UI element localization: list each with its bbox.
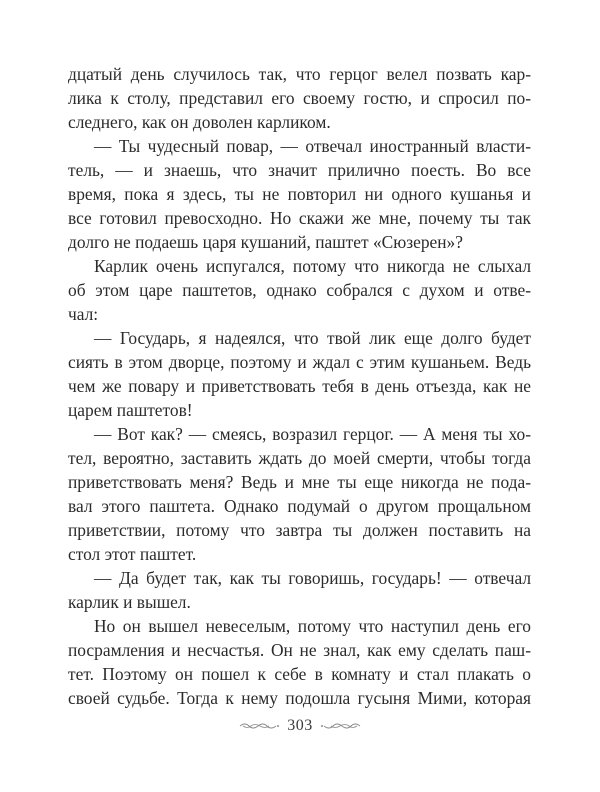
text-line: чал: xyxy=(68,304,99,324)
text-line: посрамления и несчастья. Он не знал, как ему сделать паш- xyxy=(68,640,531,660)
text-line: чем же повару и приветствовать тебя в день отъезда, как не xyxy=(68,376,531,396)
text-line: — Ты чудесный повар, — отвечал иностранный власти- xyxy=(94,136,531,156)
text-line: время, пока я здесь, ты не повторил ни одного кушанья и xyxy=(68,184,531,204)
left-ornament-icon xyxy=(239,721,279,731)
body-text xyxy=(68,62,531,710)
text-line: приветствии, потому что завтра ты должен поставить на xyxy=(68,520,531,540)
text-line: вал этого паштета. Однако подумай о другом прощальном xyxy=(68,496,531,516)
text-line: Но он вышел невеселым, потому что наступил день его xyxy=(94,616,531,636)
page-footer xyxy=(0,713,600,739)
text-line: тель, — и знаешь, что значит прилично поесть. Во все xyxy=(68,160,531,180)
right-ornament-icon xyxy=(321,721,361,731)
text-line: тет. Поэтому он пошел к себе в комнату и стал плакать о xyxy=(68,664,531,684)
text-line: следнего, как он доволен карликом. xyxy=(68,112,331,132)
page-number: 303 xyxy=(287,717,313,734)
text-line: сиять в этом дворце, поэтому и ждал с этим кушаньем. Ведь xyxy=(68,352,531,372)
text-line: лика к столу, представил его своему гостю, и спросил по- xyxy=(68,88,531,108)
text-line: своей судьбе. Тогда к нему подошла гусыня Мими, которая xyxy=(68,688,531,708)
text-line: карлик и вышел. xyxy=(68,592,191,612)
text-line: дцатый день случилось так, что герцог велел позвать кар- xyxy=(68,64,531,84)
text-line: долго не подаешь царя кушаний, паштет «Сюзерен»? xyxy=(68,232,463,252)
text-line: приветствовать меня? Ведь и мне ты еще никогда не пода- xyxy=(68,472,531,492)
text-line: — Да будет так, как ты говоришь, государь! — отвечал xyxy=(94,568,531,588)
text-line: тел, вероятно, заставить ждать до моей смерти, чтобы тогда xyxy=(68,448,531,468)
text-line: об этом царе паштетов, однако собрался с духом и отве- xyxy=(68,280,531,300)
text-line: — Вот как? — смеясь, возразил герцог. — А меня ты хо- xyxy=(94,424,531,444)
text-line: все готовил превосходно. Но скажи же мне, почему ты так xyxy=(68,208,531,228)
text-line: Карлик очень испугался, потому что никогда не слыхал xyxy=(94,256,531,276)
text-line: стол этот паштет. xyxy=(68,544,197,564)
text-line: царем паштетов! xyxy=(68,400,193,420)
text-line: — Государь, я надеялся, что твой лик еще долго будет xyxy=(94,328,531,348)
